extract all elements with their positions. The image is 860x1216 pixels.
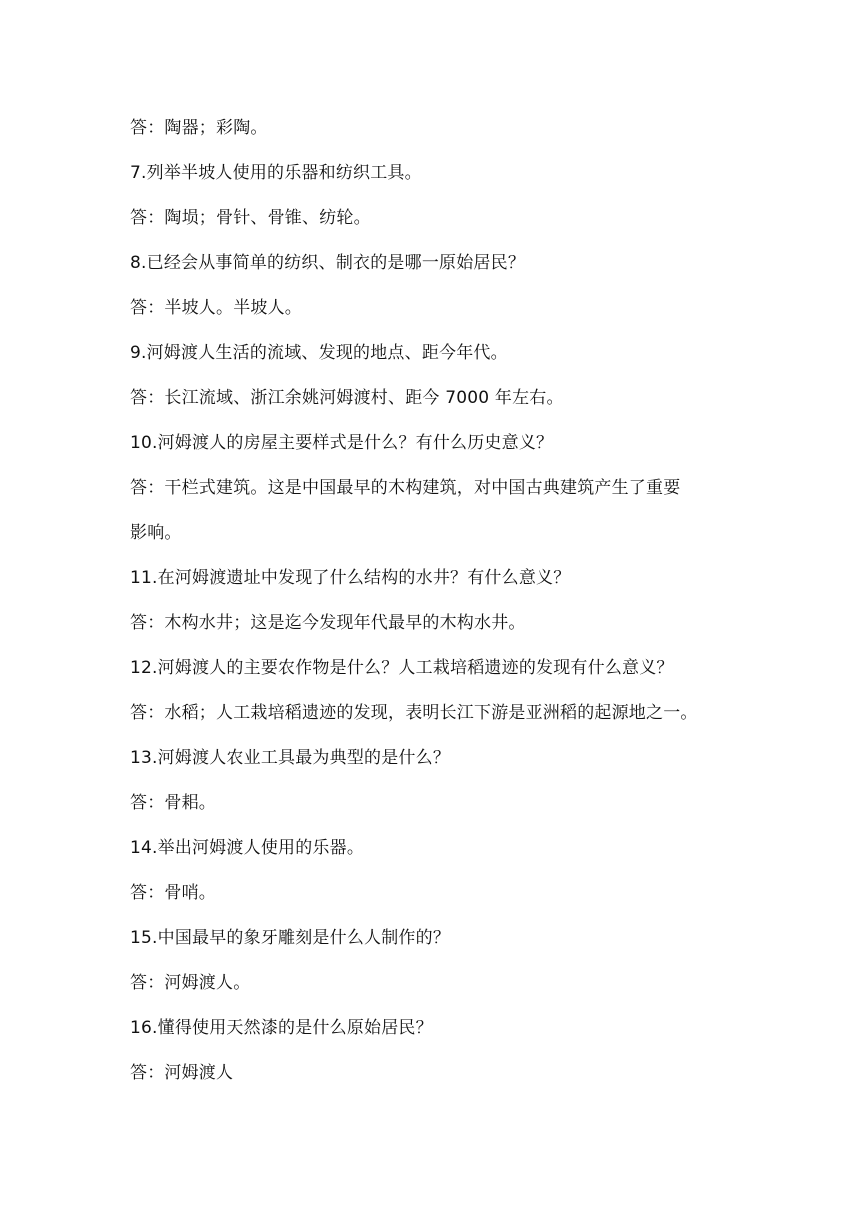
question-9: 9.河姆渡人生活的流域、发现的地点、距今年代。 — [130, 343, 508, 363]
question-12: 12.河姆渡人的主要农作物是什么？人工栽培稻遗迹的发现有什么意义？ — [130, 658, 674, 678]
answer-11: 答：木构水井；这是迄今发现年代最早的木构水井。 — [130, 613, 526, 633]
answer-8: 答：半坡人。半坡人。 — [130, 298, 302, 318]
question-16: 16.懂得使用天然漆的是什么原始居民？ — [130, 1018, 433, 1038]
question-8: 8.已经会从事简单的纺织、制衣的是哪一原始居民？ — [130, 253, 526, 273]
question-14: 14.举出河姆渡人使用的乐器。 — [130, 838, 365, 858]
answer-10: 答：干栏式建筑。这是中国最早的木构建筑，对中国古典建筑产生了重要 — [130, 478, 681, 498]
question-15: 15.中国最早的象牙雕刻是什么人制作的？ — [130, 928, 451, 948]
question-7: 7.列举半坡人使用的乐器和纺织工具。 — [130, 163, 422, 183]
answer-13: 答：骨耜。 — [130, 793, 216, 813]
answer-7: 答：陶埙；骨针、骨锥、纺轮。 — [130, 208, 371, 228]
answer-16: 答：河姆渡人 — [130, 1063, 234, 1083]
answer-15: 答：河姆渡人。 — [130, 973, 251, 993]
answer-9: 答：长江流域、浙江余姚河姆渡村、距今 7000 年左右。 — [130, 388, 564, 408]
question-13: 13.河姆渡人农业工具最为典型的是什么？ — [130, 748, 451, 768]
answer-12: 答：水稻；人工栽培稻遗迹的发现，表明长江下游是亚洲稻的起源地之一。 — [130, 703, 698, 723]
question-10: 10.河姆渡人的房屋主要样式是什么？有什么历史意义？ — [130, 433, 554, 453]
answer-14: 答：骨哨。 — [130, 883, 216, 903]
question-11: 11.在河姆渡遗址中发现了什么结构的水井？有什么意义？ — [130, 568, 571, 588]
answer-6: 答：陶器；彩陶。 — [130, 118, 268, 138]
answer-10-continued: 影响。 — [130, 523, 182, 543]
